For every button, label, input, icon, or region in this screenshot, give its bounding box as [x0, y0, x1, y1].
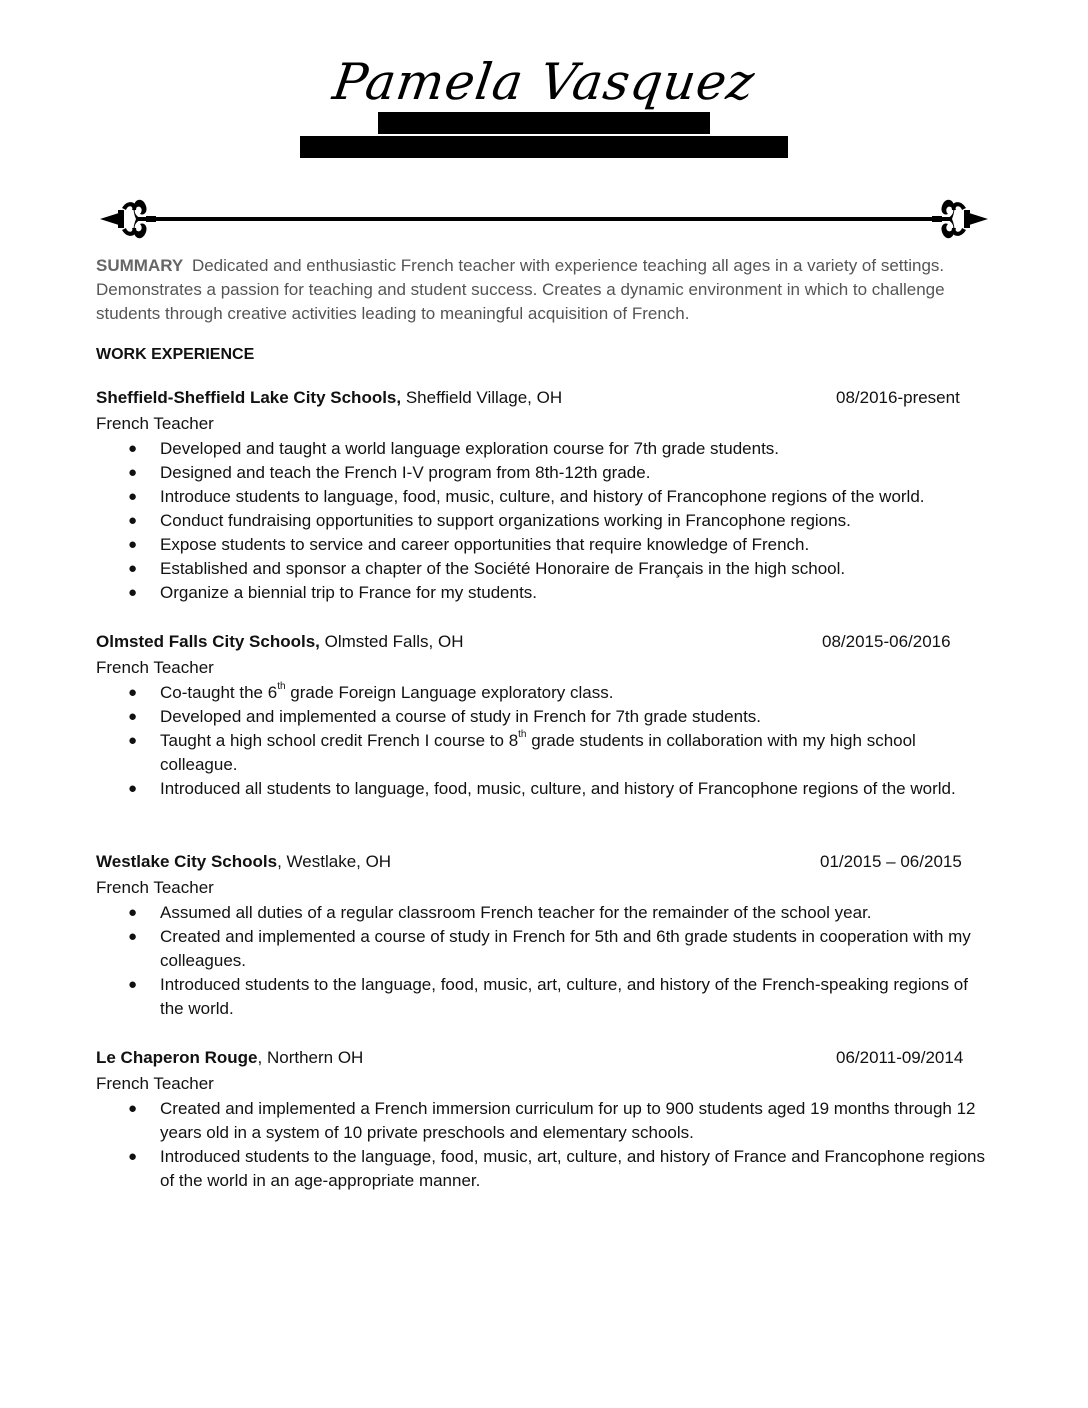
job-header — [96, 386, 996, 412]
candidate-name: Pamela Vasquez — [329, 53, 759, 111]
job-employer: Olmsted Falls City Schools, — [96, 632, 320, 651]
list-item — [96, 437, 996, 461]
list-item — [96, 533, 996, 557]
work-experience-heading: WORK EXPERIENCE — [96, 346, 255, 363]
summary-text: Dedicated and enthusiastic French teacher with experience teaching all ages in a variety of settings. Demonstrates a passion for teaching and student success. Creates a dynamic environment in which to challenge students through creative activities leading to meaningful acquisition of French. — [96, 256, 945, 323]
job-header — [96, 630, 996, 656]
list-item — [96, 509, 996, 533]
list-item — [96, 901, 996, 925]
bullet-text: Conduct fundraising opportunities to support organizations working in Francophone regions. — [160, 511, 851, 530]
job-location: , Northern OH — [257, 1048, 364, 1067]
bullet-icon: ● — [128, 904, 138, 921]
bullet-icon: ● — [128, 560, 138, 577]
job-location: , Westlake, OH — [277, 852, 392, 871]
bullet-icon: ● — [128, 464, 138, 481]
list-item — [96, 581, 996, 605]
job-entry — [96, 1046, 996, 1193]
job-location: Olmsted Falls, OH — [319, 632, 464, 651]
list-item — [96, 461, 996, 485]
fleur-de-lis-left-icon — [100, 200, 156, 238]
job-role: French Teacher — [96, 878, 214, 897]
job-role: French Teacher — [96, 1074, 214, 1093]
job-role: French Teacher — [96, 658, 214, 677]
bullet-text: Developed and implemented a course of study in French for 7th grade students. — [160, 707, 762, 726]
bullet-text: Created and implemented a course of study in French for 5th and 6th grade students in cooperation with my colleagues. — [160, 927, 971, 970]
bullet-text: Expose students to service and career opportunities that require knowledge of French. — [160, 535, 810, 554]
job-header — [96, 850, 996, 876]
ordinal-superscript: th — [277, 681, 286, 693]
bullet-icon: ● — [128, 1100, 138, 1117]
list-item — [96, 681, 996, 705]
bullet-icon: ● — [128, 440, 138, 457]
bullet-icon: ● — [128, 708, 138, 725]
bullet-icon: ● — [128, 928, 138, 945]
bullet-text: Introduced all students to language, food, music, culture, and history of Francophone regions of the world. — [160, 779, 956, 798]
list-item — [96, 705, 996, 729]
bullet-text: Assumed all duties of a regular classroom French teacher for the remainder of the school year. — [160, 903, 872, 922]
job-header — [96, 1046, 996, 1072]
job-role: French Teacher — [96, 414, 214, 433]
job-bullets — [96, 1097, 996, 1193]
bullet-icon: ● — [128, 1148, 138, 1165]
bullet-text: Developed and taught a world language exploration course for 7th grade students. — [160, 439, 780, 458]
bullet-text: grade Foreign Language exploratory class. — [285, 683, 614, 702]
job-dates: 01/2015 – 06/2015 — [820, 852, 962, 871]
job-employer: Le Chaperon Rouge — [96, 1048, 258, 1067]
redacted-contact-line-2 — [300, 136, 788, 158]
list-item — [96, 925, 996, 973]
list-item — [96, 485, 996, 509]
bullet-text: Taught a high school credit French I course to 8 — [160, 731, 519, 750]
bullet-icon: ● — [128, 684, 138, 701]
job-bullets — [96, 437, 996, 605]
job-dates: 06/2011-09/2014 — [836, 1048, 964, 1067]
bullet-text: Designed and teach the French I-V program from 8th-12th grade. — [160, 463, 651, 482]
bullet-text: Organize a biennial trip to France for my students. — [160, 583, 538, 602]
list-item — [96, 973, 996, 1021]
bullet-text: Created and implemented a French immersion curriculum for up to 900 students aged 19 months through 12 years old in a system of 10 private preschools and elementary schools. — [160, 1099, 976, 1142]
bullet-icon: ● — [128, 976, 138, 993]
job-location: Sheffield Village, OH — [401, 388, 563, 407]
bullet-icon: ● — [128, 780, 138, 797]
fleur-de-lis-right-icon — [932, 200, 988, 238]
bullet-icon: ● — [128, 512, 138, 529]
bullet-text: Introduced students to the language, food, music, art, culture, and history of France and Francophone regions of the world in an age-appropriate manner. — [160, 1147, 985, 1190]
bullet-text: grade students in collaboration with my high school colleague. — [160, 731, 916, 774]
fleur-de-lis-divider — [98, 186, 990, 252]
divider-line — [138, 217, 950, 221]
job-dates: 08/2015-06/2016 — [822, 632, 951, 651]
job-entry — [96, 630, 996, 801]
summary-label: SUMMARY — [96, 256, 184, 275]
job-entry — [96, 386, 996, 605]
list-item — [96, 1145, 996, 1193]
job-employer: Westlake City Schools — [96, 852, 278, 871]
bullet-text: Introduce students to language, food, music, culture, and history of Francophone regions of the world. — [160, 487, 925, 506]
ordinal-superscript: th — [518, 729, 527, 741]
bullet-icon: ● — [128, 488, 138, 505]
job-dates: 08/2016-present — [836, 388, 960, 407]
list-item — [96, 1097, 996, 1145]
list-item — [96, 777, 996, 801]
job-employer: Sheffield-Sheffield Lake City Schools, — [96, 388, 402, 407]
bullet-text: Co-taught the 6 — [160, 683, 278, 702]
list-item — [96, 729, 996, 777]
bullet-icon: ● — [128, 536, 138, 553]
job-bullets — [96, 901, 996, 1021]
job-bullets — [96, 681, 996, 801]
redacted-contact-line-1 — [378, 112, 710, 134]
bullet-icon: ● — [128, 732, 138, 749]
bullet-text: Introduced students to the language, food, music, art, culture, and history of the French-speaking regions of the world. — [160, 975, 968, 1018]
bullet-text: Established and sponsor a chapter of the Société Honoraire de Français in the high school. — [160, 559, 846, 578]
summary-section — [96, 254, 996, 326]
job-entry — [96, 850, 996, 1021]
bullet-icon: ● — [128, 584, 138, 601]
list-item — [96, 557, 996, 581]
